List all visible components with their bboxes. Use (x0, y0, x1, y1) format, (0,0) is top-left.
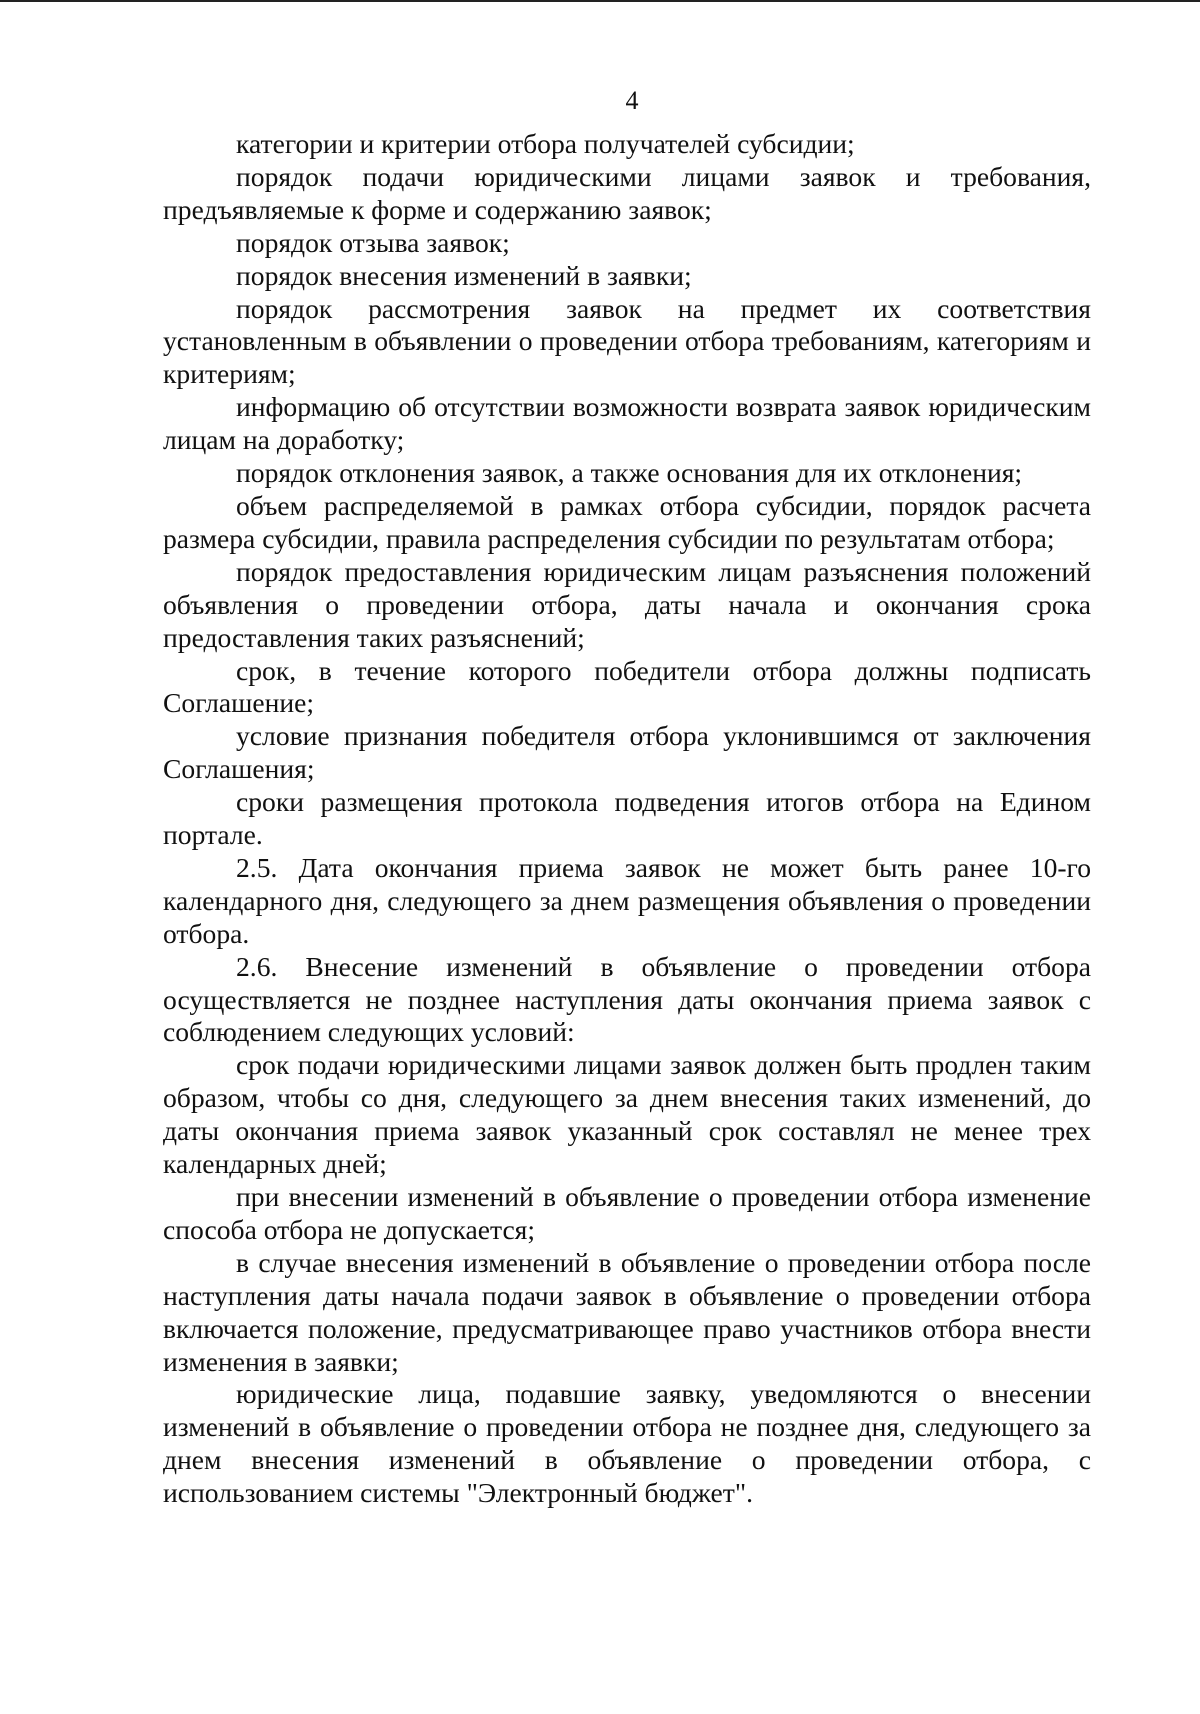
paragraph-rejection-procedure: порядок отклонения заявок, а также основания для их отклонения; (236, 457, 1023, 489)
paragraph-deadline-extension: срок подачи юридическими лицами заявок должен быть продлен таким образом, чтобы со дня, следующего за днем внесения таких изменений, до даты окончания приема заявок указанный срок составлял не менее трех календарных дней; (163, 1049, 1091, 1180)
paragraph-2-5: 2.5. Дата окончания приема заявок не может быть ранее 10-го календарного дня, следующего за днем размещения объявления о проведении отбора. (163, 851, 1091, 949)
paragraph-protocol-terms: сроки размещения протокола подведения итогов отбора на Едином портале. (163, 786, 1091, 851)
document-body (163, 128, 1091, 1510)
paragraph-no-return-info: информацию об отсутствии возможности возврата заявок юридическим лицам на доработку; (163, 391, 1091, 456)
paragraph-participant-rights: в случае внесения изменений в объявление о проведении отбора после наступления даты начала подачи заявок в объявление о проведении отбора включается положение, предусматривающее право участников отбора внести изменения в заявки; (163, 1246, 1091, 1377)
paragraph-subsidy-volume: объем распределяемой в рамках отбора субсидии, порядок расчета размера субсидии, правила распределения субсидии по результатам отбора; (163, 489, 1091, 554)
paragraph-evasion-condition: условие признания победителя отбора уклонившимся от заключения Соглашения; (163, 720, 1091, 785)
paragraph-method-change-ban: при внесении изменений в объявление о проведении отбора изменение способа отбора не допускается; (163, 1181, 1091, 1245)
paragraph-application-withdrawal: порядок отзыва заявок; (236, 226, 510, 258)
paragraph-clarification-procedure: порядок предоставления юридическим лицам разъяснения положений объявления о проведении отбора, даты начала и окончания срока предоставления таких разъяснений; (163, 555, 1091, 653)
paragraph-selection-categories: категории и критерии отбора получателей субсидии; (236, 128, 855, 159)
paragraph-application-submission: порядок подачи юридическими лицами заявок и требования, предъявляемые к форме и содержанию заявок; (163, 160, 1091, 225)
paragraph-application-review: порядок рассмотрения заявок на предмет их соответствия установленным в объявлении о проведении отбора требованиям, категориям и критериям; (163, 292, 1091, 390)
paragraph-agreement-term: срок, в течение которого победители отбора должны подписать Соглашение; (163, 654, 1091, 719)
top-edge-rule (0, 0, 1200, 2)
paragraph-application-changes: порядок внесения изменений в заявки; (236, 259, 692, 291)
paragraph-notification: юридические лица, подавшие заявку, уведомляются о внесении изменений в объявление о проведении отбора не позднее дня, следующего за днем внесения изменений в объявление о проведении отбора, с использованием системы "Электронный бюджет". (163, 1378, 1091, 1509)
page-number: 4 (625, 86, 639, 115)
paragraph-2-6: 2.6. Внесение изменений в объявление о проведении отбора осуществляется не позднее наступления даты окончания приема заявок с соблюдением следующих условий: (163, 950, 1091, 1048)
